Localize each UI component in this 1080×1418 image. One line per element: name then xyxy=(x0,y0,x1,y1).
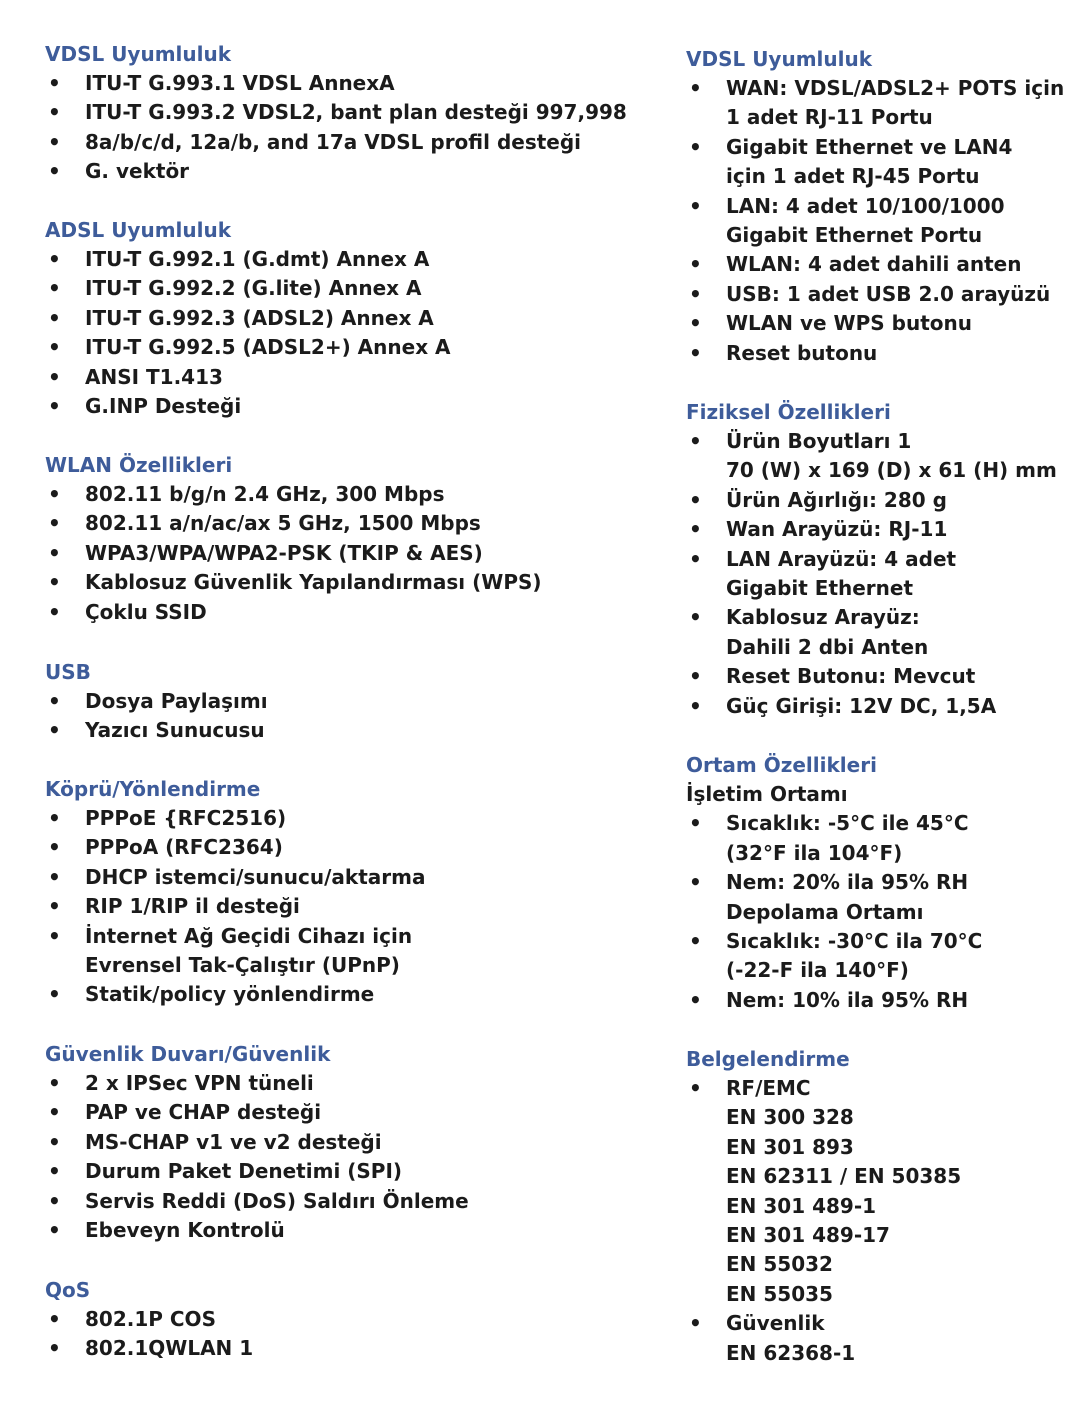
bullet-icon: • xyxy=(48,1129,61,1154)
list-item xyxy=(45,333,655,362)
list-item xyxy=(686,280,1066,309)
list-item xyxy=(686,74,1066,133)
list-item xyxy=(45,980,655,1009)
list-item-text: Çoklu SSID xyxy=(85,599,207,624)
list-item xyxy=(45,1334,655,1363)
bullet-list xyxy=(686,1074,1066,1368)
list-item-text: Evrensel Tak-Çalıştır (UPnP) xyxy=(85,953,400,978)
list-item-text: EN 301 489-1 xyxy=(726,1193,877,1218)
list-item xyxy=(686,1309,1066,1368)
list-item xyxy=(45,157,655,186)
bullet-icon: • xyxy=(48,247,61,271)
section-title: VDSL Uyumluluk xyxy=(686,47,873,71)
list-item xyxy=(45,1157,655,1186)
list-item-text: Statik/policy yönlendirme xyxy=(85,982,375,1007)
list-item-text: İnternet Ağ Geçidi Cihazı için xyxy=(85,923,413,948)
bullet-icon: • xyxy=(48,570,61,595)
bullet-icon: • xyxy=(689,252,702,277)
list-item-text: G.INP Desteği xyxy=(85,394,242,419)
list-item-text: RF/EMC xyxy=(726,1076,811,1100)
section-subtitle: İşletim Ortamı xyxy=(686,782,848,806)
list-item-text: ANSI T1.413 xyxy=(85,364,223,389)
bullet-icon: • xyxy=(48,718,61,743)
list-item-text: Yazıcı Sunucusu xyxy=(85,718,265,743)
bullet-icon: • xyxy=(689,517,702,542)
list-item-text: 802.1P COS xyxy=(85,1307,216,1331)
list-item-text: PPPoA (RFC2364) xyxy=(85,835,283,860)
bullet-icon: • xyxy=(689,1076,702,1100)
list-item-text: 8a/b/c/d, 12a/b, and 17a VDSL profil desteği xyxy=(85,129,582,154)
bullet-icon: • xyxy=(48,1307,61,1331)
section-title: Güvenlik Duvarı/Güvenlik xyxy=(45,1042,331,1066)
list-item xyxy=(686,1074,1066,1309)
section-title: WLAN Özellikleri xyxy=(45,453,233,477)
section-title: Belgelendirme xyxy=(686,1047,850,1071)
bullet-icon: • xyxy=(48,1188,61,1213)
list-item xyxy=(45,833,655,862)
list-item xyxy=(686,133,1066,192)
list-item xyxy=(686,192,1066,251)
list-item-text: ITU-T G.993.2 VDSL2, bant plan desteği 997,998 xyxy=(85,100,627,125)
list-item xyxy=(45,539,655,568)
list-item-text: Kablosuz Arayüz: xyxy=(726,605,920,630)
bullet-icon: • xyxy=(48,982,61,1007)
bullet-icon: • xyxy=(689,340,702,365)
list-item xyxy=(45,98,655,127)
bullet-list xyxy=(45,687,655,746)
list-item-text: LAN: 4 adet 10/100/1000 xyxy=(726,193,1005,218)
list-item xyxy=(45,598,655,627)
bullet-icon: • xyxy=(48,923,61,948)
list-item-text: için 1 adet RJ-45 Portu xyxy=(726,164,980,189)
list-item-text: Depolama Ortamı xyxy=(726,899,924,924)
list-item-text: EN 62311 / EN 50385 xyxy=(726,1164,962,1189)
list-item xyxy=(686,662,1066,691)
list-item xyxy=(45,804,655,833)
list-item-text: G. vektör xyxy=(85,159,190,184)
bullet-icon: • xyxy=(48,540,61,565)
list-item-text: PPPoE {RFC2516) xyxy=(85,806,287,830)
list-item-text: USB: 1 adet USB 2.0 arayüzü xyxy=(726,281,1051,306)
list-item-text: WLAN ve WPS butonu xyxy=(726,311,972,336)
list-item xyxy=(686,692,1066,721)
list-item-text: ITU-T G.992.5 (ADSL2+) Annex A xyxy=(85,335,451,360)
list-item-text: EN 55032 xyxy=(726,1252,833,1277)
list-item-text: WLAN: 4 adet dahili anten xyxy=(726,252,1022,277)
bullet-icon: • xyxy=(48,276,61,301)
list-item xyxy=(45,1216,655,1245)
list-item-text: Durum Paket Denetimi (SPI) xyxy=(85,1159,403,1184)
bullet-icon: • xyxy=(689,76,702,100)
list-item xyxy=(686,515,1066,544)
list-item xyxy=(686,486,1066,515)
list-item xyxy=(686,545,1066,604)
section-kopru-yonlendirme xyxy=(45,775,655,1010)
list-item xyxy=(45,480,655,509)
bullet-list xyxy=(686,427,1066,721)
bullet-icon: • xyxy=(48,364,61,389)
list-item-text: Servis Reddi (DoS) Saldırı Önleme xyxy=(85,1188,469,1213)
list-item-text: 802.1QWLAN 1 xyxy=(85,1336,254,1361)
list-item xyxy=(686,339,1066,368)
list-item xyxy=(45,1187,655,1216)
section-title: VDSL Uyumluluk xyxy=(45,42,232,66)
bullet-icon: • xyxy=(689,429,702,453)
section-ortam-ozellikleri xyxy=(686,751,1066,1015)
list-item-text: 1 adet RJ-11 Portu xyxy=(726,105,933,130)
bullet-list xyxy=(45,804,655,1010)
list-item xyxy=(45,128,655,157)
list-item-text: Dahili 2 dbi Anten xyxy=(726,634,929,659)
bullet-icon: • xyxy=(48,159,61,184)
bullet-icon: • xyxy=(689,870,702,895)
list-item-text: 2 x IPSec VPN tüneli xyxy=(85,1071,314,1095)
list-item-text: EN 62368-1 xyxy=(726,1340,856,1365)
section-title: USB xyxy=(45,660,91,684)
bullet-icon: • xyxy=(689,987,702,1012)
bullet-list xyxy=(686,809,1066,1015)
list-item-text: Gigabit Ethernet Portu xyxy=(726,223,983,248)
section-usb xyxy=(45,658,655,746)
bullet-icon: • xyxy=(48,335,61,360)
list-item-text: Nem: 10% ila 95% RH xyxy=(726,987,969,1012)
list-item-text: Sıcaklık: -30°C ila 70°C xyxy=(726,929,983,954)
bullet-list xyxy=(45,1305,655,1364)
list-item xyxy=(686,927,1066,986)
list-item xyxy=(45,1098,655,1127)
list-item xyxy=(45,1069,655,1098)
bullet-icon: • xyxy=(48,835,61,860)
list-item-text: Gigabit Ethernet xyxy=(726,576,914,601)
list-item-text: LAN Arayüzü: 4 adet xyxy=(726,546,957,571)
bullet-icon: • xyxy=(48,689,61,713)
section-vdsl-uyumluluk xyxy=(686,45,1066,368)
section-title: QoS xyxy=(45,1278,91,1302)
bullet-icon: • xyxy=(48,864,61,889)
bullet-list xyxy=(686,74,1066,368)
list-item-text: Reset butonu xyxy=(726,340,878,365)
bullet-icon: • xyxy=(48,1100,61,1125)
list-item-text: 70 (W) x 169 (D) x 61 (H) mm xyxy=(726,458,1057,483)
list-item xyxy=(686,427,1066,486)
list-item-text: WAN: VDSL/ADSL2+ POTS için xyxy=(726,76,1065,100)
list-item xyxy=(45,1305,655,1334)
bullet-icon: • xyxy=(689,281,702,306)
list-item-text: DHCP istemci/sunucu/aktarma xyxy=(85,864,426,889)
bullet-list xyxy=(45,480,655,627)
list-item-text: RIP 1/RIP il desteği xyxy=(85,894,300,919)
bullet-icon: • xyxy=(48,599,61,624)
list-item-text: Gigabit Ethernet ve LAN4 xyxy=(726,134,1013,159)
section-title: Ortam Özellikleri xyxy=(686,753,877,777)
bullet-icon: • xyxy=(689,693,702,718)
section-title: Fiziksel Özellikleri xyxy=(686,400,891,424)
list-item xyxy=(686,809,1066,868)
bullet-icon: • xyxy=(689,811,702,836)
list-item-text: Dosya Paylaşımı xyxy=(85,689,268,713)
bullet-icon: • xyxy=(48,394,61,419)
list-item-text: MS-CHAP v1 ve v2 desteği xyxy=(85,1129,382,1154)
list-item-text: (-22-F ila 140°F) xyxy=(726,958,909,983)
list-item xyxy=(45,863,655,892)
bullet-icon: • xyxy=(689,929,702,954)
bullet-icon: • xyxy=(689,193,702,218)
bullet-icon: • xyxy=(48,806,61,830)
section-title: ADSL Uyumluluk xyxy=(45,218,232,242)
list-item xyxy=(45,274,655,303)
section-wlan-ozellikleri xyxy=(45,451,655,627)
bullet-icon: • xyxy=(689,605,702,630)
bullet-list xyxy=(45,245,655,421)
section-fiziksel-ozellikleri xyxy=(686,398,1066,721)
list-item-text: ITU-T G.992.3 (ADSL2) Annex A xyxy=(85,305,434,330)
list-item-text: 802.11 a/n/ac/ax 5 GHz, 1500 Mbps xyxy=(85,511,481,536)
list-item-text: Sıcaklık: -5°C ile 45°C xyxy=(726,811,969,836)
list-item-text: Wan Arayüzü: RJ-11 xyxy=(726,517,948,542)
list-item xyxy=(686,250,1066,279)
list-item xyxy=(45,892,655,921)
list-item-text: Kablosuz Güvenlik Yapılandırması (WPS) xyxy=(85,570,542,595)
bullet-icon: • xyxy=(689,546,702,571)
list-item-text: ITU-T G.992.1 (G.dmt) Annex A xyxy=(85,247,430,271)
list-item-text: WPA3/WPA/WPA2-PSK (TKIP & AES) xyxy=(85,540,483,565)
list-item xyxy=(45,509,655,538)
bullet-icon: • xyxy=(48,129,61,154)
section-belgelendirme xyxy=(686,1045,1066,1368)
bullet-icon: • xyxy=(689,487,702,512)
section-qos xyxy=(45,1276,655,1364)
list-item-text: EN 301 489-17 xyxy=(726,1223,890,1248)
list-item xyxy=(686,309,1066,338)
bullet-icon: • xyxy=(48,511,61,536)
bullet-icon: • xyxy=(48,894,61,919)
section-vdsl-uyumluluk xyxy=(45,40,655,187)
list-item xyxy=(45,922,655,981)
bullet-icon: • xyxy=(48,1159,61,1184)
list-item xyxy=(686,986,1066,1015)
list-item xyxy=(45,1128,655,1157)
bullet-icon: • xyxy=(48,71,61,95)
list-item-text: 802.11 b/g/n 2.4 GHz, 300 Mbps xyxy=(85,482,445,506)
list-item-text: Ürün Boyutları 1 xyxy=(726,429,912,453)
bullet-icon: • xyxy=(689,311,702,336)
list-item-text: Ürün Ağırlığı: 280 g xyxy=(726,487,947,512)
list-item-text: ITU-T G.992.2 (G.lite) Annex A xyxy=(85,276,422,301)
bullet-icon: • xyxy=(689,664,702,689)
bullet-icon: • xyxy=(48,1218,61,1243)
list-item-text: EN 300 328 xyxy=(726,1105,854,1130)
bullet-icon: • xyxy=(48,1336,61,1361)
list-item-text: EN 55035 xyxy=(726,1281,833,1306)
list-item-text: Nem: 20% ila 95% RH xyxy=(726,870,969,895)
list-item-text: Güvenlik xyxy=(726,1311,825,1336)
bullet-icon: • xyxy=(48,1071,61,1095)
bullet-icon: • xyxy=(689,134,702,159)
bullet-list xyxy=(45,1069,655,1245)
list-item xyxy=(686,868,1066,927)
list-item xyxy=(45,687,655,716)
list-item xyxy=(45,363,655,392)
list-item xyxy=(45,69,655,98)
list-item xyxy=(686,603,1066,662)
list-item-text: (32°F ila 104°F) xyxy=(726,840,903,865)
list-item-text: PAP ve CHAP desteği xyxy=(85,1100,322,1125)
list-item-text: Güç Girişi: 12V DC, 1,5A xyxy=(726,693,997,718)
bullet-icon: • xyxy=(48,100,61,125)
list-item xyxy=(45,716,655,745)
section-adsl-uyumluluk xyxy=(45,216,655,421)
list-item xyxy=(45,392,655,421)
list-item-text: Ebeveyn Kontrolü xyxy=(85,1218,285,1243)
section-title: Köprü/Yönlendirme xyxy=(45,777,261,801)
list-item xyxy=(45,568,655,597)
bullet-icon: • xyxy=(689,1311,702,1336)
list-item-text: Reset Butonu: Mevcut xyxy=(726,664,976,689)
list-item xyxy=(45,304,655,333)
list-item xyxy=(45,245,655,274)
list-item-text: EN 301 893 xyxy=(726,1134,854,1159)
bullet-icon: • xyxy=(48,482,61,506)
bullet-icon: • xyxy=(48,305,61,330)
section-guvenlik-duvari-guvenlik xyxy=(45,1040,655,1245)
bullet-list xyxy=(45,69,655,187)
list-item-text: ITU-T G.993.1 VDSL AnnexA xyxy=(85,71,395,95)
